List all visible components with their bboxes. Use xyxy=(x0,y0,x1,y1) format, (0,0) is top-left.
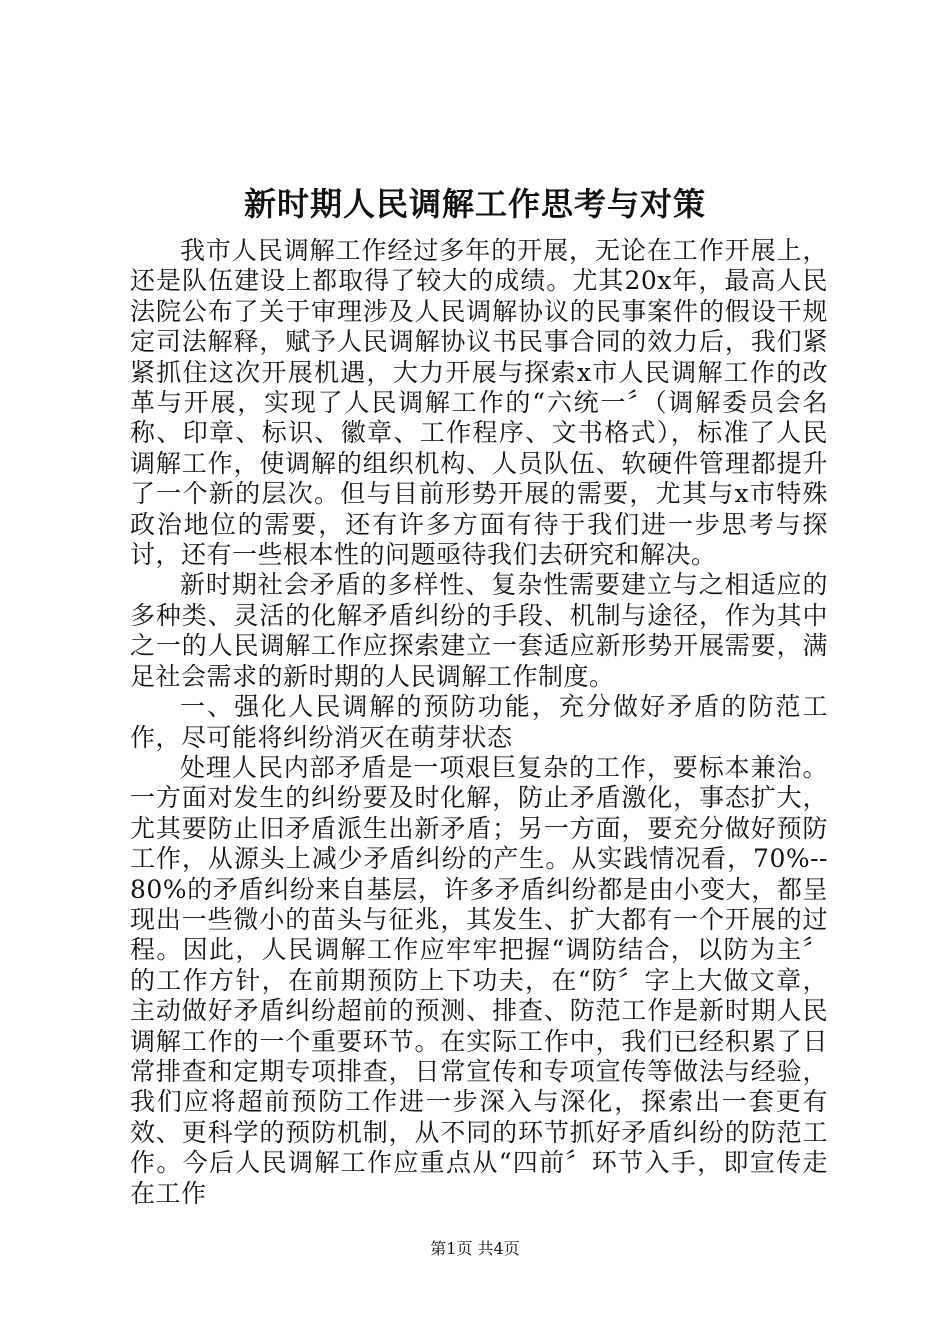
page-footer: 第1页 共4页 xyxy=(430,1239,520,1258)
document-title: 新时期人民调解工作思考与对策 xyxy=(243,185,706,223)
paragraph-context: 新时期社会矛盾的多样性、复杂性需要建立与之相适应的多种类、灵活的化解矛盾纠纷的手段、机制与途径，作为其中之一的人民调解工作应探索建立一套适应新形势开展需要，满足社会需求的新时期的人民调解工作制度。 xyxy=(130,570,828,691)
paragraph-intro: 我市人民调解工作经过多年的开展，无论在工作开展上，还是队伍建设上都取得了较大的成绩。尤其20x年，最高人民法院公布了关于审理涉及人民调解协议的民事案件的假设干规定司法解释，赋予人民调解协议书民事合同的效力后，我们紧紧抓住这次开展机遇，大力开展与探索x市人民调解工作的改革与开展，实现了人民调解工作的“六统一〞（调解委员会名称、印章、标识、徽章、工作程序、文书格式），标准了人民调解工作，使调解的组织机构、人员队伍、软硬件管理都提升了一个新的层次。但与目前形势开展的需要，尤其与x市特殊政治地位的需要，还有许多方面有待于我们进一步思考与探讨，还有一些根本性的问题亟待我们去研究和解决。 xyxy=(130,236,828,570)
document-body xyxy=(130,236,828,1209)
paragraph-prevention: 处理人民内部矛盾是一项艰巨复杂的工作，要标本兼治。一方面对发生的纠纷要及时化解，防止矛盾激化，事态扩大，尤其要防止旧矛盾派生出新矛盾；另一方面，要充分做好预防工作，从源头上减少矛盾纠纷的产生。从实践情况看，70%--80%的矛盾纠纷来自基层，许多矛盾纠纷都是由小变大，都呈现出一些微小的苗头与征兆，其发生、扩大都有一个开展的过程。因此，人民调解工作应牢牢把握“调防结合，以防为主〞的工作方针，在前期预防上下功夫，在“防〞字上大做文章，主动做好矛盾纠纷超前的预测、排查、防范工作是新时期人民调解工作的一个重要环节。在实际工作中，我们已经积累了日常排查和定期专项排查，日常宣传和专项宣传等做法与经验，我们应将超前预防工作进一步深入与深化，探索出一套更有效、更科学的预防机制，从不同的环节抓好矛盾纠纷的防范工作。今后人民调解工作应重点从“四前〞环节入手，即宣传走在工作 xyxy=(130,752,828,1208)
section-heading-1: 一、强化人民调解的预防功能，充分做好矛盾的防范工作，尽可能将纠纷消灭在萌芽状态 xyxy=(130,692,828,752)
